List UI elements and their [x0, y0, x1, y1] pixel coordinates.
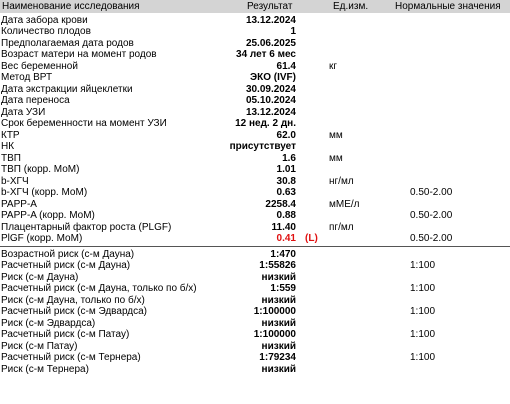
row-norm: 0.50-2.00 [410, 187, 453, 198]
row-name: Расчетный риск (с-м Дауна, только по б/х) [1, 283, 197, 294]
row-name: Расчетный риск (с-м Патау) [1, 329, 130, 340]
row-result: низкий [261, 363, 296, 375]
table-row [0, 199, 510, 211]
row-result: 1 [290, 26, 296, 37]
row-name: Возраст матери на момент родов [1, 49, 157, 60]
table-row [0, 38, 510, 50]
table-row [0, 130, 510, 142]
row-name: Риск (с-м Тернера) [1, 363, 89, 375]
table-row [0, 318, 510, 330]
row-unit: мМЕ/л [329, 198, 360, 210]
row-result: 2258.4 [265, 198, 296, 210]
row-name: PlGF (корр. МоМ) [1, 233, 83, 244]
row-name: Риск (с-м Дауна) [1, 271, 79, 283]
row-result: 62.0 [276, 129, 296, 141]
table-row [0, 95, 510, 107]
row-name: Дата переноса [1, 95, 70, 106]
row-name: Риск (с-м Дауна, только по б/х) [1, 294, 145, 306]
table-row [0, 222, 510, 234]
row-unit: мм [329, 129, 343, 141]
row-norm: 0.50-2.00 [410, 233, 453, 244]
row-result: 61.4 [276, 60, 296, 72]
table-row [0, 118, 510, 130]
table-row [0, 364, 510, 376]
row-name: Плацентарный фактор роста (PLGF) [1, 221, 172, 233]
row-name: Возрастной риск (с-м Дауна) [1, 248, 135, 260]
table-row [0, 260, 510, 272]
row-name: Количество плодов [1, 26, 91, 37]
table-row [0, 15, 510, 27]
table-row [0, 61, 510, 73]
row-result: 30.09.2024 [245, 83, 296, 95]
table-header [0, 0, 510, 13]
row-name: Предполагаемая дата родов [1, 37, 134, 49]
row-result: 12 нед. 2 дн. [235, 118, 296, 129]
row-result: 1:55826 [259, 260, 296, 271]
row-norm: 1:100 [410, 283, 436, 294]
header-name: Наименование исследования [2, 1, 140, 12]
row-result: 1:79234 [259, 352, 296, 363]
row-result: 1.01 [276, 164, 296, 175]
header-unit: Ед.изм. [333, 1, 369, 12]
row-name: Риск (с-м Эдвардса) [1, 317, 96, 329]
row-name: НК [1, 141, 15, 152]
row-result: 1:100000 [253, 329, 296, 340]
row-result: низкий [261, 340, 296, 352]
table-row [0, 210, 510, 222]
table-row [0, 26, 510, 38]
header-norm: Нормальные значения [395, 1, 501, 12]
table-row [0, 272, 510, 284]
table-row [0, 153, 510, 165]
row-name: Вес беременной [1, 60, 78, 72]
table-row [0, 72, 510, 84]
row-result: 1.6 [282, 152, 296, 164]
row-result: низкий [261, 271, 296, 283]
row-unit: нг/мл [329, 175, 354, 187]
header-result: Результат [247, 1, 293, 12]
table-row [0, 141, 510, 153]
row-result: 25.06.2025 [245, 37, 296, 49]
row-result: 0.63 [276, 187, 296, 198]
row-result: 1:559 [270, 283, 296, 294]
row-name: ТВП [1, 152, 21, 164]
table-row [0, 249, 510, 261]
row-result: 11.40 [271, 221, 296, 233]
row-norm: 1:100 [410, 260, 436, 271]
table-row [0, 49, 510, 61]
section-divider [0, 246, 510, 247]
row-name: Метод ВРТ [1, 72, 53, 83]
table-row [0, 341, 510, 353]
table-row [0, 164, 510, 176]
row-name: Расчетный риск (с-м Дауна) [1, 260, 131, 271]
row-name: Расчетный риск (с-м Эдвардса) [1, 306, 148, 317]
row-flag: (L) [305, 233, 318, 244]
table-row [0, 176, 510, 188]
row-result: 1:470 [270, 248, 296, 260]
row-result: 05.10.2024 [245, 95, 296, 106]
table-row [0, 233, 510, 245]
row-result: 0.88 [276, 210, 296, 221]
row-result: ЭКО (IVF) [250, 72, 296, 83]
row-result: низкий [261, 294, 296, 306]
table-row [0, 329, 510, 341]
row-result: 1:100000 [253, 306, 296, 317]
table-row [0, 306, 510, 318]
row-unit: мм [329, 152, 343, 164]
row-name: PAPP-A [1, 198, 37, 210]
row-norm: 1:100 [410, 306, 436, 317]
table-row [0, 283, 510, 295]
table-row [0, 187, 510, 199]
row-name: b-ХГЧ (корр. МоМ) [1, 187, 88, 198]
row-result: 34 лет 6 мес [236, 49, 296, 60]
row-result: низкий [261, 317, 296, 329]
row-result: 30.8 [276, 175, 296, 187]
row-result: 13.12.2024 [245, 106, 296, 118]
row-unit: кг [329, 60, 338, 72]
row-norm: 0.50-2.00 [410, 210, 453, 221]
row-name: КТР [1, 129, 20, 141]
row-name: Срок беременности на момент УЗИ [1, 118, 167, 129]
row-name: PAPP-A (корр. МоМ) [1, 210, 95, 221]
table-row [0, 84, 510, 96]
row-name: Риск (с-м Патау) [1, 340, 78, 352]
row-result: 13.12.2024 [245, 14, 296, 26]
row-name: Дата экстракции яйцеклетки [1, 83, 133, 95]
row-result: 0.41 [276, 233, 296, 244]
row-norm: 1:100 [410, 352, 436, 363]
row-unit: пг/мл [329, 221, 354, 233]
row-name: Дата забора крови [1, 14, 88, 26]
row-norm: 1:100 [410, 329, 436, 340]
row-name: ТВП (корр. МоМ) [1, 164, 80, 175]
table-row [0, 352, 510, 364]
row-name: b-ХГЧ [1, 175, 29, 187]
table-row [0, 295, 510, 307]
row-name: Расчетный риск (с-м Тернера) [1, 352, 141, 363]
table-row [0, 107, 510, 119]
row-name: Дата УЗИ [1, 106, 46, 118]
row-result: присутствует [229, 141, 296, 152]
